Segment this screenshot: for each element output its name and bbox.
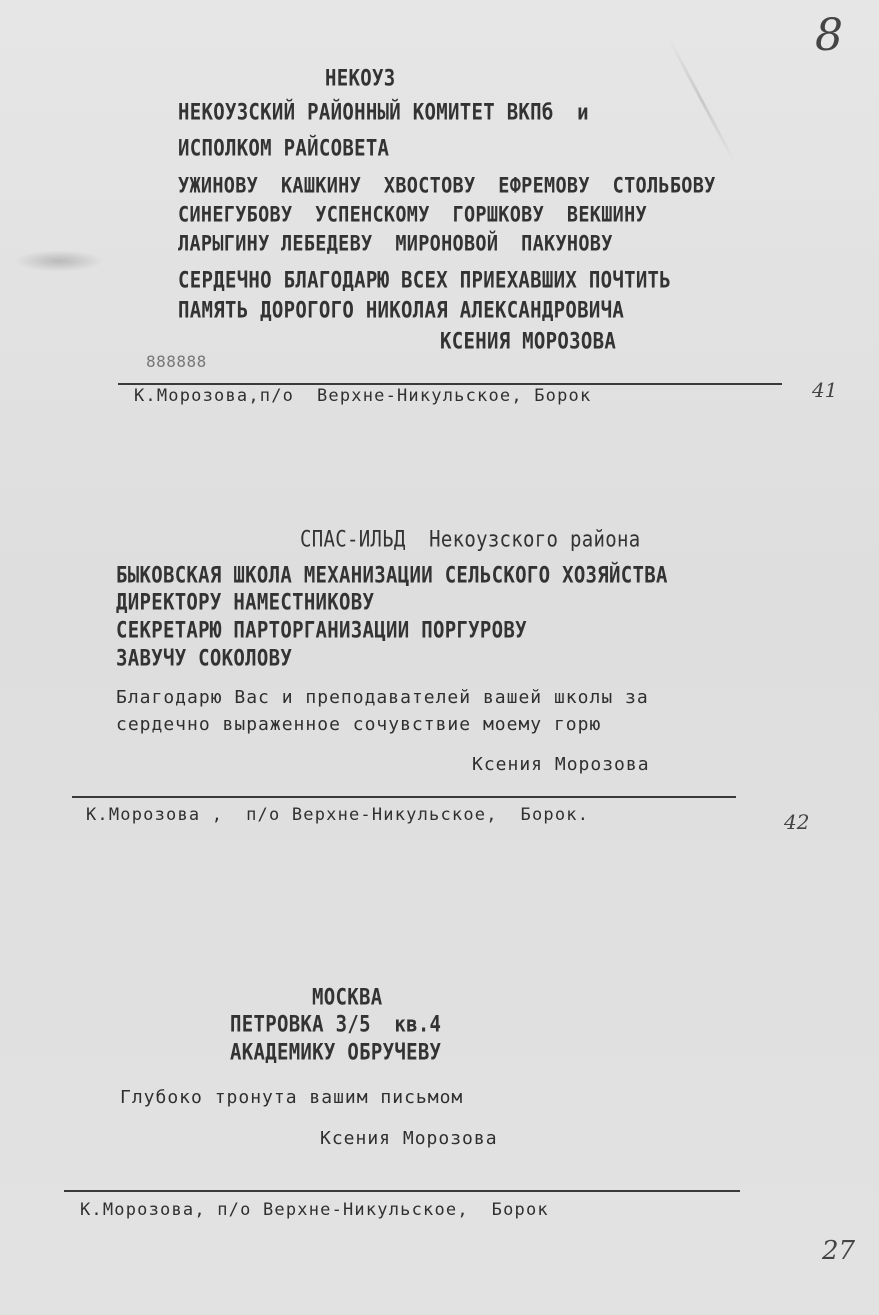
separator-line [118, 383, 782, 385]
telegram-2-sender: К.Морозова , п/о Верхне-Никульское, Борок. [86, 805, 590, 825]
telegram-1-names-line: УЖИНОВУ КАШКИНУ ХВОСТОВУ ЕФРЕМОВУ СТОЛЬБОВУ [178, 174, 716, 199]
telegram-1-addressee-line: НЕКОУЗСКИЙ РАЙОННЫЙ КОМИТЕТ ВКПб и [178, 100, 589, 126]
telegram-1-message-line: ПАМЯТЬ ДОРОГОГО НИКОЛАЯ АЛЕКСАНДРОВИЧА [178, 298, 625, 324]
telegram-2-message-line: сердечно выраженное сочувствие моему горю [116, 714, 602, 735]
margin-note: 42 [784, 810, 810, 834]
telegram-2-signature: Ксения Морозова [472, 754, 650, 775]
telegram-1-names-line: ЛАРЫГИНУ ЛЕБЕДЕВУ МИРОНОВОЙ ПАКУНОВУ [178, 232, 613, 257]
telegram-2-addressee-line: ДИРЕКТОРУ НАМЕСТНИКОВУ [116, 590, 375, 616]
separator-line [64, 1190, 740, 1192]
archive-number: 27 [822, 1236, 856, 1266]
separator-line [72, 796, 736, 798]
telegram-3-sender: К.Морозова, п/о Верхне-Никульское, Борок [80, 1200, 549, 1220]
telegram-2-destination: СПАС-ИЛЬД Некоузского района [300, 527, 641, 553]
telegram-2-addressee-line: ЗАВУЧУ СОКОЛОВУ [116, 646, 293, 672]
telegram-2-addressee-line: БЫКОВСКАЯ ШКОЛА МЕХАНИЗАЦИИ СЕЛЬСКОГО ХОЗЯЙСТВА [116, 563, 668, 589]
telegram-1-message-line: СЕРДЕЧНО БЛАГОДАРЮ ВСЕХ ПРИЕХАВШИХ ПОЧТИТЬ [178, 268, 672, 294]
telegram-3-addressee-line: ПЕТРОВКА 3/5 кв.4 [230, 1012, 442, 1038]
telegram-3-signature: Ксения Морозова [320, 1128, 498, 1149]
telegram-1-sender: К.Морозова,п/о Верхне-Никульское, Борок [134, 386, 592, 406]
struck-out-characters: 888888 [146, 352, 207, 371]
telegram-1-signature: КСЕНИЯ МОРОЗОВА [440, 329, 617, 355]
telegram-3-addressee-line: АКАДЕМИКУ ОБРУЧЕВУ [230, 1040, 442, 1066]
paper-fold [667, 37, 735, 162]
telegram-3-destination: МОСКВА [312, 985, 383, 1011]
ink-smudge [14, 250, 104, 272]
telegram-1-addressee-line: ИСПОЛКОМ РАЙСОВЕТА [178, 136, 390, 162]
telegram-3-message-line: Глубоко тронута вашим письмом [120, 1087, 464, 1108]
telegram-1-names-line: СИНЕГУБОВУ УСПЕНСКОМУ ГОРШКОВУ ВЕКШИНУ [178, 203, 647, 228]
telegram-2-addressee-line: СЕКРЕТАРЮ ПАРТОРГАНИЗАЦИИ ПОРГУРОВУ [116, 618, 527, 644]
telegram-2-message-line: Благодарю Вас и преподавателей вашей школы за [116, 687, 649, 708]
page-number: 8 [815, 10, 843, 61]
telegram-1-destination: НЕКОУЗ [325, 66, 396, 92]
margin-note: 41 [812, 378, 838, 402]
